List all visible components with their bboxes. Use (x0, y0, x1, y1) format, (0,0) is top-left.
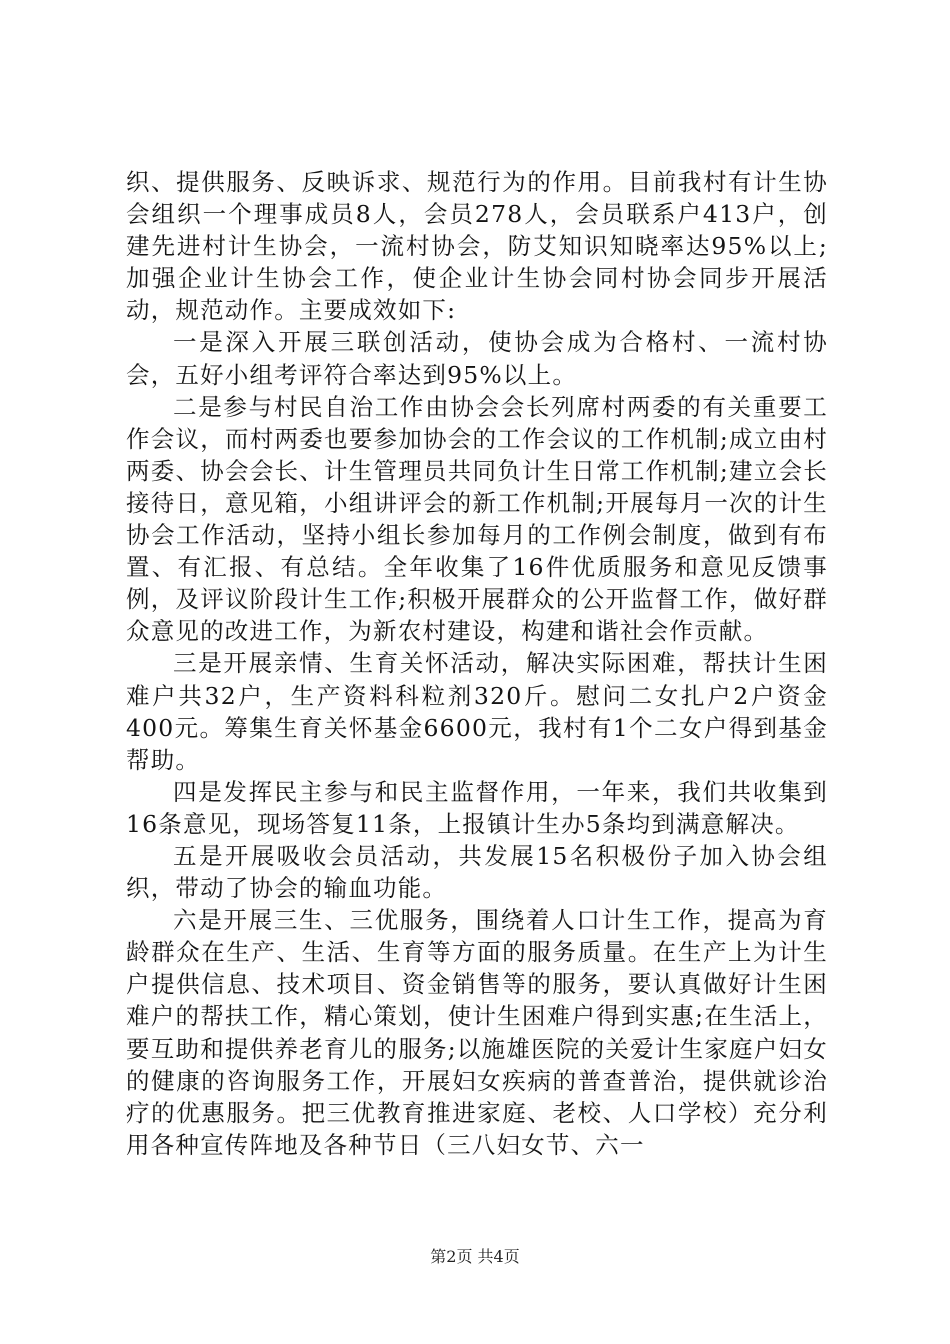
page-number-footer: 第2页 共4页 (430, 1247, 520, 1266)
paragraph-continuation: 织、提供服务、反映诉求、规范行为的作用。目前我村有计生协会组织一个理事成员8人，会员278人，会员联系户413户，创建先进村计生协会，一流村协会，防艾知识知晓率达95%以上;加强企业计生协会工作，使企业计生协会同村协会同步开展活动，规范动作。主要成效如下: (126, 168, 828, 325)
document-body (126, 166, 828, 1161)
paragraph-item-5: 五是开展吸收会员活动，共发展15名积极份子加入协会组织，带动了协会的输血功能。 (126, 841, 828, 903)
paragraph-item-1: 一是深入开展三联创活动，使协会成为合格村、一流村协会，五好小组考评符合率达到95%以上。 (126, 328, 828, 389)
paragraph-item-6: 六是开展三生、三优服务，围绕着人口计生工作，提高为育龄群众在生产、生活、生育等方面的服务质量。在生产上为计生户提供信息、技术项目、资金销售等的服务，要认真做好计生困难户的帮扶工作，精心策划，使计生困难户得到实惠;在生活上，要互助和提供养老育儿的服务;以施雄医院的关爱计生家庭户妇女的健康的咨询服务工作，开展妇女疾病的普查普治，提供就诊治疗的优惠服务。把三优教育推进家庭、老校、人口学校）充分利用各种宣传阵地及各种节日（三八妇女节、六一 (126, 906, 828, 1159)
paragraph-item-3: 三是开展亲情、生育关怀活动，解决实际困难，帮扶计生困难户共32户，生产资料科粒剂320斤。慰问二女扎户2户资金400元。筹集生育关怀基金6600元，我村有1个二女户得到基金帮助。 (126, 649, 828, 774)
paragraph-item-2: 二是参与村民自治工作由协会会长列席村两委的有关重要工作会议，而村两委也要参加协会的工作会议的工作机制;成立由村两委、协会会长、计生管理员共同负计生日常工作机制;建立会长接待日，意见箱，小组讲评会的新工作机制;开展每月一次的计生协会工作活动，坚持小组长参加每月的工作例会制度，做到有布置、有汇报、有总结。全年收集了16件优质服务和意见反馈事例，及评议阶段计生工作;积极开展群众的公开监督工作，做好群众意见的改进工作，为新农村建设，构建和谐社会作贡献。 (126, 392, 828, 646)
paragraph-item-4: 四是发挥民主参与和民主监督作用，一年来，我们共收集到16条意见，现场答复11条，上报镇计生办5条均到满意解决。 (126, 777, 828, 838)
